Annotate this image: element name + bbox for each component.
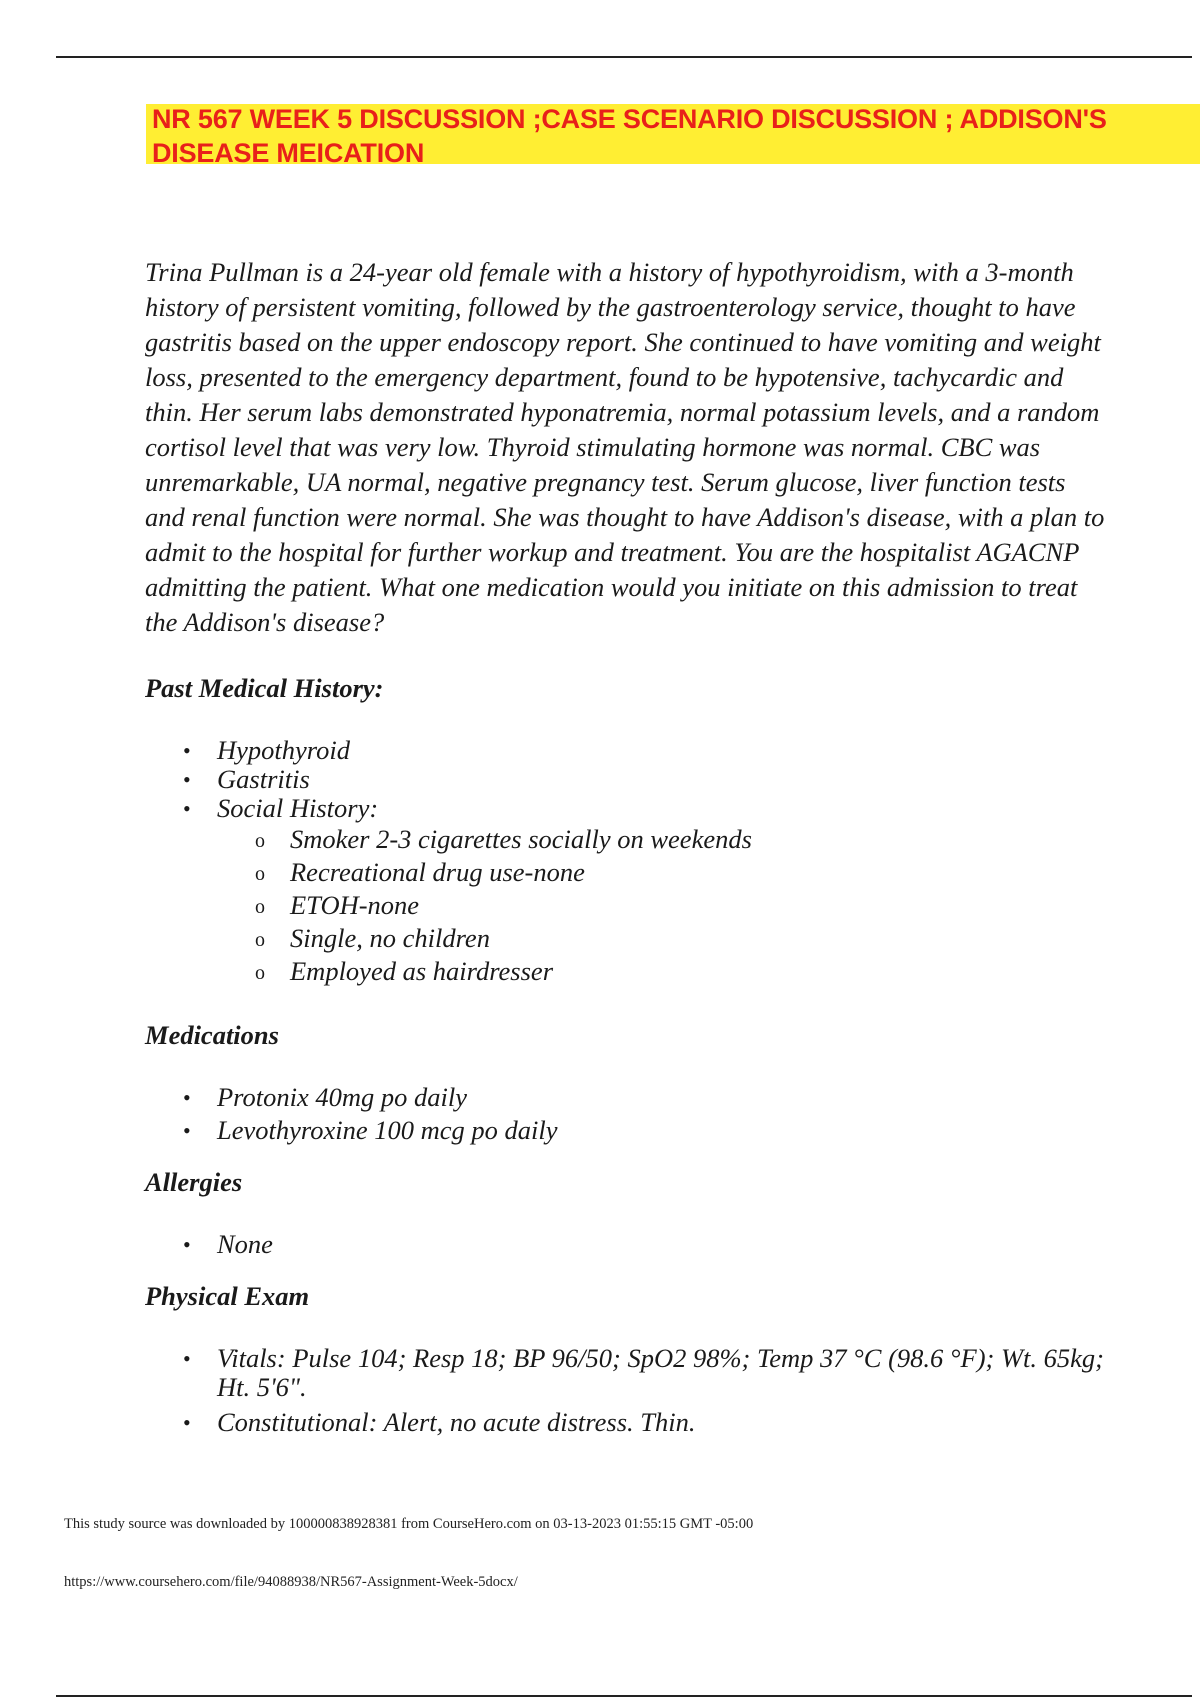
list-item: o ETOH-none (290, 889, 1105, 922)
circle-bullet-icon: o (255, 929, 265, 951)
bullet-icon: • (183, 767, 191, 792)
top-divider (56, 56, 1192, 58)
bullet-icon: • (183, 796, 191, 821)
physical-exam-heading: Physical Exam (145, 1281, 310, 1311)
list-item: o Employed as hairdresser (290, 955, 1105, 988)
past-medical-history-list (145, 736, 1105, 988)
bullet-icon: • (183, 1410, 191, 1435)
bullet-icon: • (183, 1346, 191, 1371)
bullet-icon: • (183, 1232, 191, 1257)
download-notice: This study source was downloaded by 100000838928381 from CourseHero.com on 03-13-2023 01:55:15 GMT -05:00 (64, 1516, 754, 1532)
social-history-list (217, 823, 1105, 988)
bullet-icon: • (183, 1085, 191, 1110)
document-body (145, 255, 1105, 1437)
case-scenario-paragraph: Trina Pullman is a 24-year old female with a history of hypothyroidism, with a 3-month history of persistent vomiting, followed by the gastroenterology service, thought to have gastritis based on the upper endoscopy report. She continued to have vomiting and weight loss, presented to the emergency department, found to be hypotensive, tachycardic and thin. Her serum labs demonstrated hyponatremia, normal potassium levels, and a random cortisol level that was very low. Thyroid stimulating hormone was normal. CBC was unremarkable, UA normal, negative pregnancy test. Serum glucose, liver function tests and renal function were normal. She was thought to have Addison's disease, with a plan to admit to the hospital for further workup and treatment. You are the hospitalist AGACNP admitting the patient. What one medication would you initiate on this admission to treat the Addison's disease? (145, 257, 1105, 637)
medications-heading: Medications (145, 1020, 279, 1050)
list-item: o Smoker 2-3 cigarettes socially on weekends (290, 823, 1105, 856)
list-item: • Constitutional: Alert, no acute distress. Thin. (183, 1407, 696, 1437)
list-item: • Hypothyroid (183, 735, 350, 765)
circle-bullet-icon: o (255, 962, 265, 984)
list-item: • Vitals: Pulse 104; Resp 18; BP 96/50; SpO2 98%; Temp 37 °C (98.6 °F); Wt. 65kg; Ht. 5'6". (183, 1343, 1104, 1402)
bullet-icon: • (183, 738, 191, 763)
circle-bullet-icon: o (255, 863, 265, 885)
list-item: • Levothyroxine 100 mcg po daily (183, 1115, 558, 1145)
medications-list (145, 1083, 1105, 1145)
allergies-list (145, 1230, 1105, 1259)
past-medical-history-heading: Past Medical History: (145, 673, 384, 703)
list-item: • None (183, 1229, 273, 1259)
allergies-heading: Allergies (145, 1167, 243, 1197)
list-item: o Single, no children (290, 922, 1105, 955)
list-item: • Gastritis (183, 764, 310, 794)
list-item: o Recreational drug use-none (290, 856, 1105, 889)
document-title: NR 567 WEEK 5 DISCUSSION ;CASE SCENARIO DISCUSSION ; ADDISON'S DISEASE MEICATION (152, 104, 1107, 168)
physical-exam-list (145, 1344, 1105, 1437)
list-item: • Social History: o Smoker 2-3 cigarettes socially on weekends o Recreational drug use-none o ETOH-none o Single, no children o Employed as hairdresser (217, 794, 1105, 988)
bottom-divider (56, 1695, 1192, 1697)
bullet-icon: • (183, 1118, 191, 1143)
source-url: https://www.coursehero.com/file/94088938/NR567-Assignment-Week-5docx/ (64, 1574, 518, 1590)
list-item: • Protonix 40mg po daily (183, 1082, 468, 1112)
circle-bullet-icon: o (255, 896, 265, 918)
circle-bullet-icon: o (255, 830, 265, 852)
